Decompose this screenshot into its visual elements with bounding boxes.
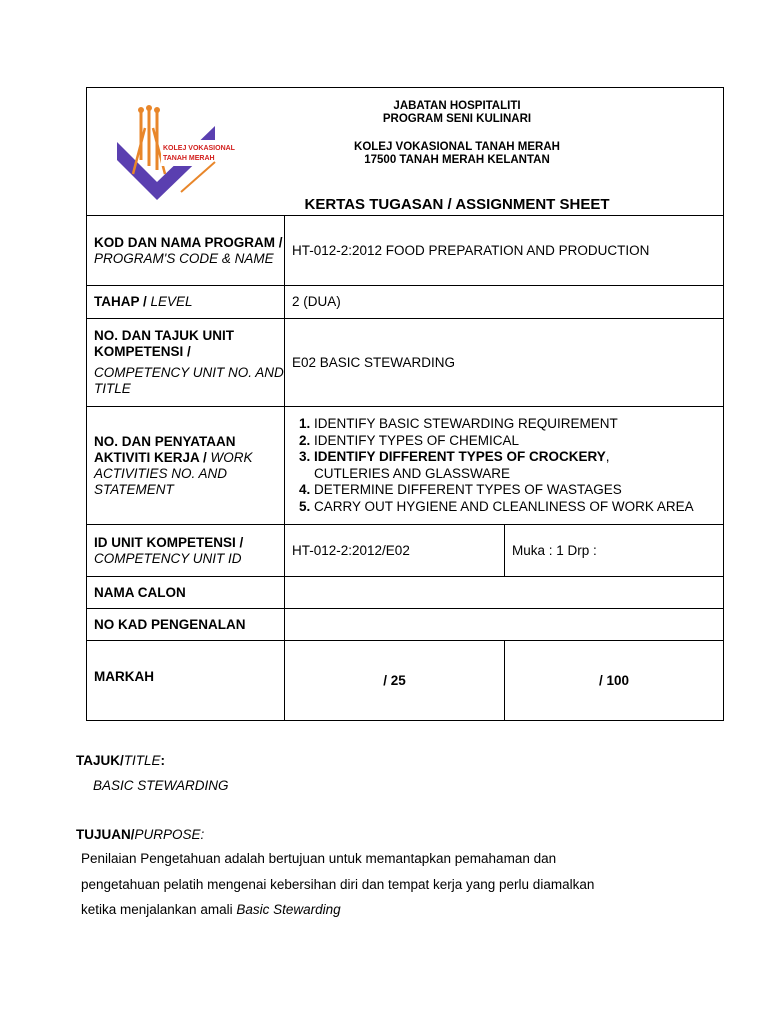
unit-label-bold: NO. DAN TAJUK UNIT KOMPETENSI / — [94, 328, 234, 359]
activity-item: 1. IDENTIFY BASIC STEWARDING REQUIREMENT — [314, 416, 723, 433]
activity-item: 4. DETERMINE DIFFERENT TYPES OF WASTAGES — [314, 482, 723, 499]
header-cell — [87, 88, 724, 216]
activities-label-bold: NO. DAN PENYATAAN AKTIVITI KERJA / — [94, 433, 236, 465]
activities-list — [292, 416, 723, 515]
unit-id-label-bold: ID UNIT KOMPETENSI / — [94, 534, 244, 550]
marks-row — [87, 641, 724, 721]
title-heading-italic: TITLE — [123, 753, 161, 768]
activities-label — [87, 407, 285, 525]
program-value: HT-012-2:2012 FOOD PREPARATION AND PRODUCTION — [285, 216, 724, 286]
unit-label-italic: COMPETENCY UNIT NO. AND TITLE — [94, 365, 284, 396]
institution-block — [277, 100, 637, 126]
svg-text:TANAH MERAH: TANAH MERAH — [163, 155, 215, 162]
candidate-name-label: NAMA CALON — [87, 577, 285, 609]
unit-id-label — [87, 525, 285, 577]
level-row — [87, 286, 724, 319]
program-label-italic: PROGRAM'S CODE & NAME — [94, 250, 274, 266]
program-label — [87, 216, 285, 286]
purpose-heading — [76, 827, 204, 842]
title-heading-colon: : — [160, 753, 166, 768]
purpose-paragraph — [81, 846, 721, 923]
unit-label — [87, 319, 285, 407]
candidate-name-row — [87, 577, 724, 609]
marks-out-of-100: / 100 — [505, 641, 724, 721]
activity-item: 3. IDENTIFY DIFFERENT TYPES OF CROCKERY, CUTLERIES AND GLASSWARE — [314, 449, 723, 482]
purpose-line: pengetahuan pelatih mengenai kebersihan diri dan tempat kerja yang perlu diamalkan — [81, 876, 595, 892]
purpose-line-text: ketika menjalankan amali — [81, 902, 237, 917]
candidate-name-field[interactable] — [285, 577, 724, 609]
college-name: KOLEJ VOKASIONAL TANAH MERAH — [354, 141, 560, 153]
unit-id-label-italic: COMPETENCY UNIT ID — [94, 550, 242, 566]
title-value: BASIC STEWARDING — [93, 778, 229, 793]
program-name: PROGRAM SENI KULINARI — [382, 113, 532, 125]
assignment-sheet-table — [86, 87, 724, 721]
unit-id-value: HT-012-2:2012/E02 — [285, 525, 505, 577]
level-label-italic: LEVEL — [150, 294, 193, 309]
svg-text:KOLEJ VOKASIONAL: KOLEJ VOKASIONAL — [163, 145, 235, 152]
level-label — [87, 286, 285, 319]
ic-number-label: NO KAD PENGENALAN — [87, 609, 285, 641]
college-block — [277, 141, 637, 167]
activities-label-italic: ACTIVITIES NO. AND STATEMENT — [94, 465, 228, 497]
marks-label: MARKAH — [87, 641, 285, 721]
purpose-line — [81, 897, 721, 923]
activity-item-continued: CUTLERIES AND GLASSWARE — [314, 465, 511, 481]
department-name: JABATAN HOSPITALITI — [393, 100, 521, 112]
purpose-heading-bold: TUJUAN/ — [76, 827, 135, 842]
title-heading-bold: TAJUK/ — [76, 753, 124, 768]
ic-number-row — [87, 609, 724, 641]
program-label-bold: KOD DAN NAMA PROGRAM / — [94, 234, 283, 250]
unit-row — [87, 319, 724, 407]
sheet-title: KERTAS TUGASAN / ASSIGNMENT SHEET — [304, 196, 610, 213]
activity-item: 2. IDENTIFY TYPES OF CHEMICAL — [314, 433, 723, 450]
activity-item: 5. CARRY OUT HYGIENE AND CLEANLINESS OF WORK AREA — [314, 499, 723, 516]
level-value: 2 (DUA) — [285, 286, 724, 319]
ic-number-field[interactable] — [285, 609, 724, 641]
level-label-bold: TAHAP / — [94, 294, 147, 309]
program-row — [87, 216, 724, 286]
purpose-line: Penilaian Pengetahuan adalah bertujuan untuk memantapkan pemahaman dan — [81, 851, 557, 866]
page-count: Muka : 1 Drp : — [505, 525, 724, 577]
unit-id-row — [87, 525, 724, 577]
marks-out-of-25: / 25 — [285, 641, 505, 721]
activities-row — [87, 407, 724, 525]
activities-label-italic-inline: WORK — [210, 449, 253, 465]
unit-value: E02 BASIC STEWARDING — [285, 319, 724, 407]
college-logo — [111, 104, 235, 208]
purpose-heading-italic: PURPOSE: — [134, 827, 205, 842]
college-address: 17500 TANAH MERAH KELANTAN — [364, 154, 550, 166]
title-heading — [76, 753, 165, 768]
activity-item-bold: IDENTIFY DIFFERENT TYPES OF CROCKERY — [314, 449, 606, 464]
activities-list-cell — [285, 407, 724, 525]
purpose-line-italic: Basic Stewarding — [236, 902, 341, 917]
